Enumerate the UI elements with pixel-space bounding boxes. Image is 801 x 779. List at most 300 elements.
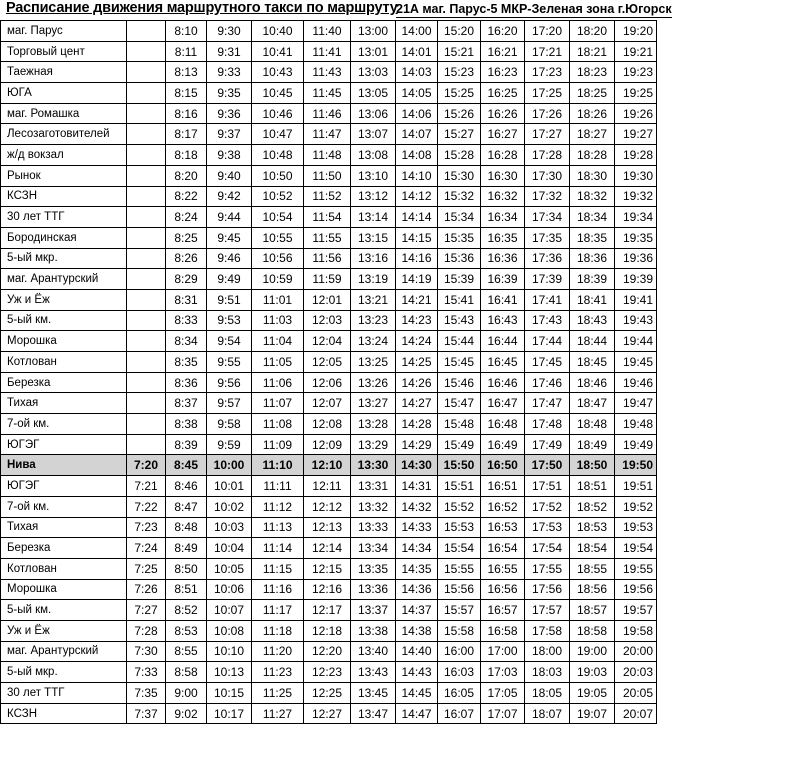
time-cell xyxy=(127,207,166,228)
time-cell: 17:32 xyxy=(525,186,570,207)
time-cell: 11:03 xyxy=(252,310,304,331)
time-cell: 8:38 xyxy=(166,414,207,435)
time-cell: 10:46 xyxy=(252,103,304,124)
time-cell: 8:52 xyxy=(166,600,207,621)
time-cell: 11:55 xyxy=(304,227,351,248)
time-cell: 18:07 xyxy=(525,703,570,724)
time-cell: 16:20 xyxy=(481,21,525,42)
table-row xyxy=(1,538,657,559)
time-cell: 17:52 xyxy=(525,496,570,517)
stop-name-cell: Березка xyxy=(1,372,127,393)
time-cell: 19:27 xyxy=(615,124,657,145)
time-cell: 17:05 xyxy=(481,683,525,704)
time-cell: 16:56 xyxy=(481,579,525,600)
time-cell: 7:27 xyxy=(127,600,166,621)
time-cell: 14:27 xyxy=(396,393,438,414)
time-cell: 8:51 xyxy=(166,579,207,600)
time-cell: 19:51 xyxy=(615,476,657,497)
time-cell: 14:38 xyxy=(396,620,438,641)
page-title: Расписание движения маршрутного такси по маршруту xyxy=(6,0,398,16)
time-cell: 14:36 xyxy=(396,579,438,600)
time-cell: 10:41 xyxy=(252,41,304,62)
stop-name-cell: Котлован xyxy=(1,352,127,373)
time-cell: 17:27 xyxy=(525,124,570,145)
time-cell: 7:30 xyxy=(127,641,166,662)
time-cell: 18:47 xyxy=(570,393,615,414)
time-cell: 17:39 xyxy=(525,269,570,290)
time-cell: 11:50 xyxy=(304,165,351,186)
stop-name-cell: 5-ый км. xyxy=(1,310,127,331)
time-cell: 12:11 xyxy=(304,476,351,497)
time-cell: 9:37 xyxy=(207,124,252,145)
time-cell: 8:16 xyxy=(166,103,207,124)
stop-name-cell: 30 лет ТТГ xyxy=(1,683,127,704)
time-cell: 8:34 xyxy=(166,331,207,352)
time-cell: 7:25 xyxy=(127,558,166,579)
time-cell: 12:16 xyxy=(304,579,351,600)
time-cell: 18:45 xyxy=(570,352,615,373)
time-cell: 9:40 xyxy=(207,165,252,186)
time-cell: 8:49 xyxy=(166,538,207,559)
table-row xyxy=(1,620,657,641)
time-cell: 18:25 xyxy=(570,83,615,104)
stop-name-cell: КСЗН xyxy=(1,186,127,207)
time-cell: 19:21 xyxy=(615,41,657,62)
table-row xyxy=(1,641,657,662)
stop-name-cell: 7-ой км. xyxy=(1,414,127,435)
table-row xyxy=(1,600,657,621)
time-cell: 9:57 xyxy=(207,393,252,414)
time-cell: 12:12 xyxy=(304,496,351,517)
time-cell: 11:41 xyxy=(304,41,351,62)
time-cell: 11:43 xyxy=(304,62,351,83)
time-cell: 9:30 xyxy=(207,21,252,42)
time-cell: 14:43 xyxy=(396,662,438,683)
time-cell: 16:27 xyxy=(481,124,525,145)
time-cell: 15:27 xyxy=(438,124,481,145)
time-cell: 11:08 xyxy=(252,414,304,435)
time-cell: 19:44 xyxy=(615,331,657,352)
time-cell: 14:00 xyxy=(396,21,438,42)
time-cell: 12:18 xyxy=(304,620,351,641)
stop-name-cell: Уж и Ёж xyxy=(1,289,127,310)
time-cell: 8:36 xyxy=(166,372,207,393)
time-cell: 14:01 xyxy=(396,41,438,62)
time-cell: 13:21 xyxy=(351,289,396,310)
time-cell: 13:10 xyxy=(351,165,396,186)
time-cell: 8:47 xyxy=(166,496,207,517)
time-cell: 12:01 xyxy=(304,289,351,310)
time-cell: 11:59 xyxy=(304,269,351,290)
time-cell: 18:34 xyxy=(570,207,615,228)
time-cell: 9:00 xyxy=(166,683,207,704)
stop-name-cell: Нива xyxy=(1,455,127,476)
time-cell: 15:23 xyxy=(438,62,481,83)
time-cell: 18:00 xyxy=(525,641,570,662)
time-cell: 13:26 xyxy=(351,372,396,393)
time-cell: 14:19 xyxy=(396,269,438,290)
time-cell: 19:54 xyxy=(615,538,657,559)
time-cell: 11:11 xyxy=(252,476,304,497)
time-cell: 9:56 xyxy=(207,372,252,393)
time-cell: 13:29 xyxy=(351,434,396,455)
time-cell: 18:46 xyxy=(570,372,615,393)
time-cell xyxy=(127,352,166,373)
table-row xyxy=(1,352,657,373)
stop-name-cell: Тихая xyxy=(1,517,127,538)
time-cell: 16:28 xyxy=(481,145,525,166)
time-cell: 12:07 xyxy=(304,393,351,414)
stop-name-cell: Тихая xyxy=(1,393,127,414)
time-cell: 11:52 xyxy=(304,186,351,207)
time-cell: 14:21 xyxy=(396,289,438,310)
time-cell: 17:03 xyxy=(481,662,525,683)
time-cell: 13:15 xyxy=(351,227,396,248)
table-row xyxy=(1,269,657,290)
time-cell: 8:31 xyxy=(166,289,207,310)
time-cell: 18:43 xyxy=(570,310,615,331)
stop-name-cell: маг. Арантурский xyxy=(1,269,127,290)
time-cell: 17:41 xyxy=(525,289,570,310)
time-cell: 11:16 xyxy=(252,579,304,600)
stop-name-cell: Уж и Ёж xyxy=(1,620,127,641)
time-cell: 17:51 xyxy=(525,476,570,497)
time-cell: 9:36 xyxy=(207,103,252,124)
time-cell: 18:51 xyxy=(570,476,615,497)
stop-name-cell: 30 лет ТТГ xyxy=(1,207,127,228)
time-cell: 7:22 xyxy=(127,496,166,517)
time-cell: 17:20 xyxy=(525,21,570,42)
time-cell: 12:10 xyxy=(304,455,351,476)
table-row xyxy=(1,248,657,269)
stop-name-cell: маг. Парус xyxy=(1,21,127,42)
time-cell: 13:24 xyxy=(351,331,396,352)
time-cell: 10:50 xyxy=(252,165,304,186)
time-cell: 13:06 xyxy=(351,103,396,124)
time-cell: 9:55 xyxy=(207,352,252,373)
time-cell: 13:32 xyxy=(351,496,396,517)
time-cell: 11:40 xyxy=(304,21,351,42)
time-cell: 18:41 xyxy=(570,289,615,310)
time-cell: 9:42 xyxy=(207,186,252,207)
table-row xyxy=(1,227,657,248)
time-cell: 13:07 xyxy=(351,124,396,145)
time-cell: 11:56 xyxy=(304,248,351,269)
time-cell: 16:45 xyxy=(481,352,525,373)
time-cell: 18:54 xyxy=(570,538,615,559)
time-cell: 11:25 xyxy=(252,683,304,704)
time-cell: 17:28 xyxy=(525,145,570,166)
stop-name-cell: Рынок xyxy=(1,165,127,186)
time-cell: 11:48 xyxy=(304,145,351,166)
time-cell: 15:43 xyxy=(438,310,481,331)
time-cell: 14:40 xyxy=(396,641,438,662)
stop-name-cell: 5-ый км. xyxy=(1,600,127,621)
time-cell: 18:32 xyxy=(570,186,615,207)
time-cell: 20:07 xyxy=(615,703,657,724)
table-row xyxy=(1,662,657,683)
time-cell: 9:33 xyxy=(207,62,252,83)
time-cell: 7:24 xyxy=(127,538,166,559)
time-cell: 16:54 xyxy=(481,538,525,559)
time-cell: 17:07 xyxy=(481,703,525,724)
time-cell: 7:23 xyxy=(127,517,166,538)
time-cell: 19:49 xyxy=(615,434,657,455)
table-row xyxy=(1,165,657,186)
time-cell: 11:27 xyxy=(252,703,304,724)
time-cell: 16:00 xyxy=(438,641,481,662)
time-cell: 17:43 xyxy=(525,310,570,331)
time-cell: 13:47 xyxy=(351,703,396,724)
time-cell: 14:26 xyxy=(396,372,438,393)
time-cell: 15:49 xyxy=(438,434,481,455)
time-cell: 12:13 xyxy=(304,517,351,538)
time-cell: 7:26 xyxy=(127,579,166,600)
time-cell: 8:10 xyxy=(166,21,207,42)
time-cell: 17:57 xyxy=(525,600,570,621)
time-cell: 14:10 xyxy=(396,165,438,186)
time-cell: 8:25 xyxy=(166,227,207,248)
time-cell xyxy=(127,331,166,352)
time-cell: 13:36 xyxy=(351,579,396,600)
time-cell: 18:35 xyxy=(570,227,615,248)
time-cell: 19:03 xyxy=(570,662,615,683)
time-cell: 12:15 xyxy=(304,558,351,579)
time-cell: 19:41 xyxy=(615,289,657,310)
table-row xyxy=(1,414,657,435)
time-cell: 10:10 xyxy=(207,641,252,662)
time-cell: 17:00 xyxy=(481,641,525,662)
time-cell: 16:35 xyxy=(481,227,525,248)
time-cell: 12:14 xyxy=(304,538,351,559)
time-cell: 16:32 xyxy=(481,186,525,207)
time-cell: 15:20 xyxy=(438,21,481,42)
time-cell: 10:05 xyxy=(207,558,252,579)
time-cell xyxy=(127,310,166,331)
time-cell: 17:46 xyxy=(525,372,570,393)
time-cell: 18:28 xyxy=(570,145,615,166)
time-cell: 17:47 xyxy=(525,393,570,414)
time-cell: 17:54 xyxy=(525,538,570,559)
time-cell: 13:12 xyxy=(351,186,396,207)
time-cell: 11:23 xyxy=(252,662,304,683)
time-cell: 13:34 xyxy=(351,538,396,559)
time-cell: 19:34 xyxy=(615,207,657,228)
time-cell: 9:44 xyxy=(207,207,252,228)
table-row xyxy=(1,372,657,393)
time-cell: 12:08 xyxy=(304,414,351,435)
schedule-sheet xyxy=(0,20,657,724)
schedule-table xyxy=(0,20,657,724)
time-cell: 12:04 xyxy=(304,331,351,352)
time-cell: 15:55 xyxy=(438,558,481,579)
time-cell: 13:25 xyxy=(351,352,396,373)
time-cell: 9:58 xyxy=(207,414,252,435)
time-cell xyxy=(127,248,166,269)
time-cell: 18:20 xyxy=(570,21,615,42)
time-cell: 15:39 xyxy=(438,269,481,290)
time-cell: 17:56 xyxy=(525,579,570,600)
time-cell: 11:10 xyxy=(252,455,304,476)
time-cell: 16:47 xyxy=(481,393,525,414)
time-cell: 14:16 xyxy=(396,248,438,269)
time-cell: 13:16 xyxy=(351,248,396,269)
time-cell: 14:45 xyxy=(396,683,438,704)
time-cell: 17:34 xyxy=(525,207,570,228)
time-cell: 16:46 xyxy=(481,372,525,393)
stop-name-cell: Таежная xyxy=(1,62,127,83)
time-cell: 13:23 xyxy=(351,310,396,331)
time-cell: 13:31 xyxy=(351,476,396,497)
time-cell: 16:43 xyxy=(481,310,525,331)
time-cell: 15:48 xyxy=(438,414,481,435)
time-cell: 18:49 xyxy=(570,434,615,455)
time-cell: 17:21 xyxy=(525,41,570,62)
time-cell: 15:21 xyxy=(438,41,481,62)
time-cell: 9:46 xyxy=(207,248,252,269)
time-cell: 19:43 xyxy=(615,310,657,331)
time-cell: 14:08 xyxy=(396,145,438,166)
time-cell: 18:21 xyxy=(570,41,615,62)
time-cell: 19:39 xyxy=(615,269,657,290)
time-cell: 19:26 xyxy=(615,103,657,124)
time-cell: 16:39 xyxy=(481,269,525,290)
time-cell: 11:01 xyxy=(252,289,304,310)
time-cell: 8:29 xyxy=(166,269,207,290)
time-cell: 17:55 xyxy=(525,558,570,579)
time-cell: 10:56 xyxy=(252,248,304,269)
time-cell: 18:03 xyxy=(525,662,570,683)
time-cell: 7:20 xyxy=(127,455,166,476)
time-cell: 19:36 xyxy=(615,248,657,269)
time-cell: 16:30 xyxy=(481,165,525,186)
time-cell: 7:33 xyxy=(127,662,166,683)
time-cell xyxy=(127,414,166,435)
time-cell: 7:21 xyxy=(127,476,166,497)
time-cell: 15:25 xyxy=(438,83,481,104)
time-cell: 13:37 xyxy=(351,600,396,621)
table-row xyxy=(1,517,657,538)
time-cell: 8:58 xyxy=(166,662,207,683)
time-cell: 11:13 xyxy=(252,517,304,538)
time-cell xyxy=(127,186,166,207)
time-cell: 18:30 xyxy=(570,165,615,186)
time-cell: 11:18 xyxy=(252,620,304,641)
stop-name-cell: 5-ый мкр. xyxy=(1,248,127,269)
time-cell: 18:36 xyxy=(570,248,615,269)
table-row xyxy=(1,41,657,62)
time-cell: 10:04 xyxy=(207,538,252,559)
time-cell xyxy=(127,124,166,145)
time-cell: 15:57 xyxy=(438,600,481,621)
time-cell xyxy=(127,21,166,42)
time-cell: 9:45 xyxy=(207,227,252,248)
time-cell: 19:47 xyxy=(615,393,657,414)
time-cell: 14:03 xyxy=(396,62,438,83)
time-cell: 18:53 xyxy=(570,517,615,538)
time-cell xyxy=(127,227,166,248)
time-cell: 14:37 xyxy=(396,600,438,621)
time-cell: 17:35 xyxy=(525,227,570,248)
time-cell: 8:26 xyxy=(166,248,207,269)
stop-name-cell: Морошка xyxy=(1,579,127,600)
time-cell: 15:45 xyxy=(438,352,481,373)
route-subtitle: 21А маг. Парус-5 МКР-Зеленая зона г.Югорск xyxy=(396,2,672,16)
time-cell: 16:58 xyxy=(481,620,525,641)
time-cell: 18:58 xyxy=(570,620,615,641)
time-cell: 15:52 xyxy=(438,496,481,517)
time-cell: 15:56 xyxy=(438,579,481,600)
time-cell: 8:35 xyxy=(166,352,207,373)
stop-name-cell: Морошка xyxy=(1,331,127,352)
time-cell: 16:26 xyxy=(481,103,525,124)
time-cell: 16:34 xyxy=(481,207,525,228)
stop-name-cell: маг. Ромашка xyxy=(1,103,127,124)
time-cell: 18:39 xyxy=(570,269,615,290)
table-row xyxy=(1,103,657,124)
time-cell: 19:55 xyxy=(615,558,657,579)
time-cell: 11:09 xyxy=(252,434,304,455)
time-cell: 10:13 xyxy=(207,662,252,683)
time-cell: 14:34 xyxy=(396,538,438,559)
time-cell: 18:56 xyxy=(570,579,615,600)
time-cell: 18:44 xyxy=(570,331,615,352)
table-row-highlighted xyxy=(1,455,657,476)
time-cell: 15:32 xyxy=(438,186,481,207)
time-cell: 11:07 xyxy=(252,393,304,414)
time-cell xyxy=(127,83,166,104)
time-cell: 10:43 xyxy=(252,62,304,83)
time-cell: 15:36 xyxy=(438,248,481,269)
time-cell xyxy=(127,41,166,62)
time-cell: 13:40 xyxy=(351,641,396,662)
time-cell: 15:28 xyxy=(438,145,481,166)
table-row xyxy=(1,21,657,42)
time-cell: 15:34 xyxy=(438,207,481,228)
time-cell: 15:47 xyxy=(438,393,481,414)
time-cell: 17:45 xyxy=(525,352,570,373)
time-cell: 16:23 xyxy=(481,62,525,83)
table-row xyxy=(1,579,657,600)
table-row xyxy=(1,207,657,228)
time-cell: 14:23 xyxy=(396,310,438,331)
time-cell: 18:26 xyxy=(570,103,615,124)
table-row xyxy=(1,62,657,83)
table-row xyxy=(1,558,657,579)
time-cell: 12:06 xyxy=(304,372,351,393)
table-row xyxy=(1,83,657,104)
time-cell: 19:48 xyxy=(615,414,657,435)
stop-name-cell: Торговый цент xyxy=(1,41,127,62)
time-cell: 16:44 xyxy=(481,331,525,352)
time-cell: 14:14 xyxy=(396,207,438,228)
time-cell: 15:54 xyxy=(438,538,481,559)
time-cell: 16:36 xyxy=(481,248,525,269)
time-cell: 8:15 xyxy=(166,83,207,104)
table-row xyxy=(1,310,657,331)
time-cell: 15:44 xyxy=(438,331,481,352)
time-cell: 16:57 xyxy=(481,600,525,621)
time-cell: 16:51 xyxy=(481,476,525,497)
time-cell: 12:09 xyxy=(304,434,351,455)
time-cell: 11:45 xyxy=(304,83,351,104)
stop-name-cell: Котлован xyxy=(1,558,127,579)
table-row xyxy=(1,683,657,704)
time-cell: 14:29 xyxy=(396,434,438,455)
time-cell: 12:17 xyxy=(304,600,351,621)
time-cell: 14:35 xyxy=(396,558,438,579)
time-cell: 15:41 xyxy=(438,289,481,310)
